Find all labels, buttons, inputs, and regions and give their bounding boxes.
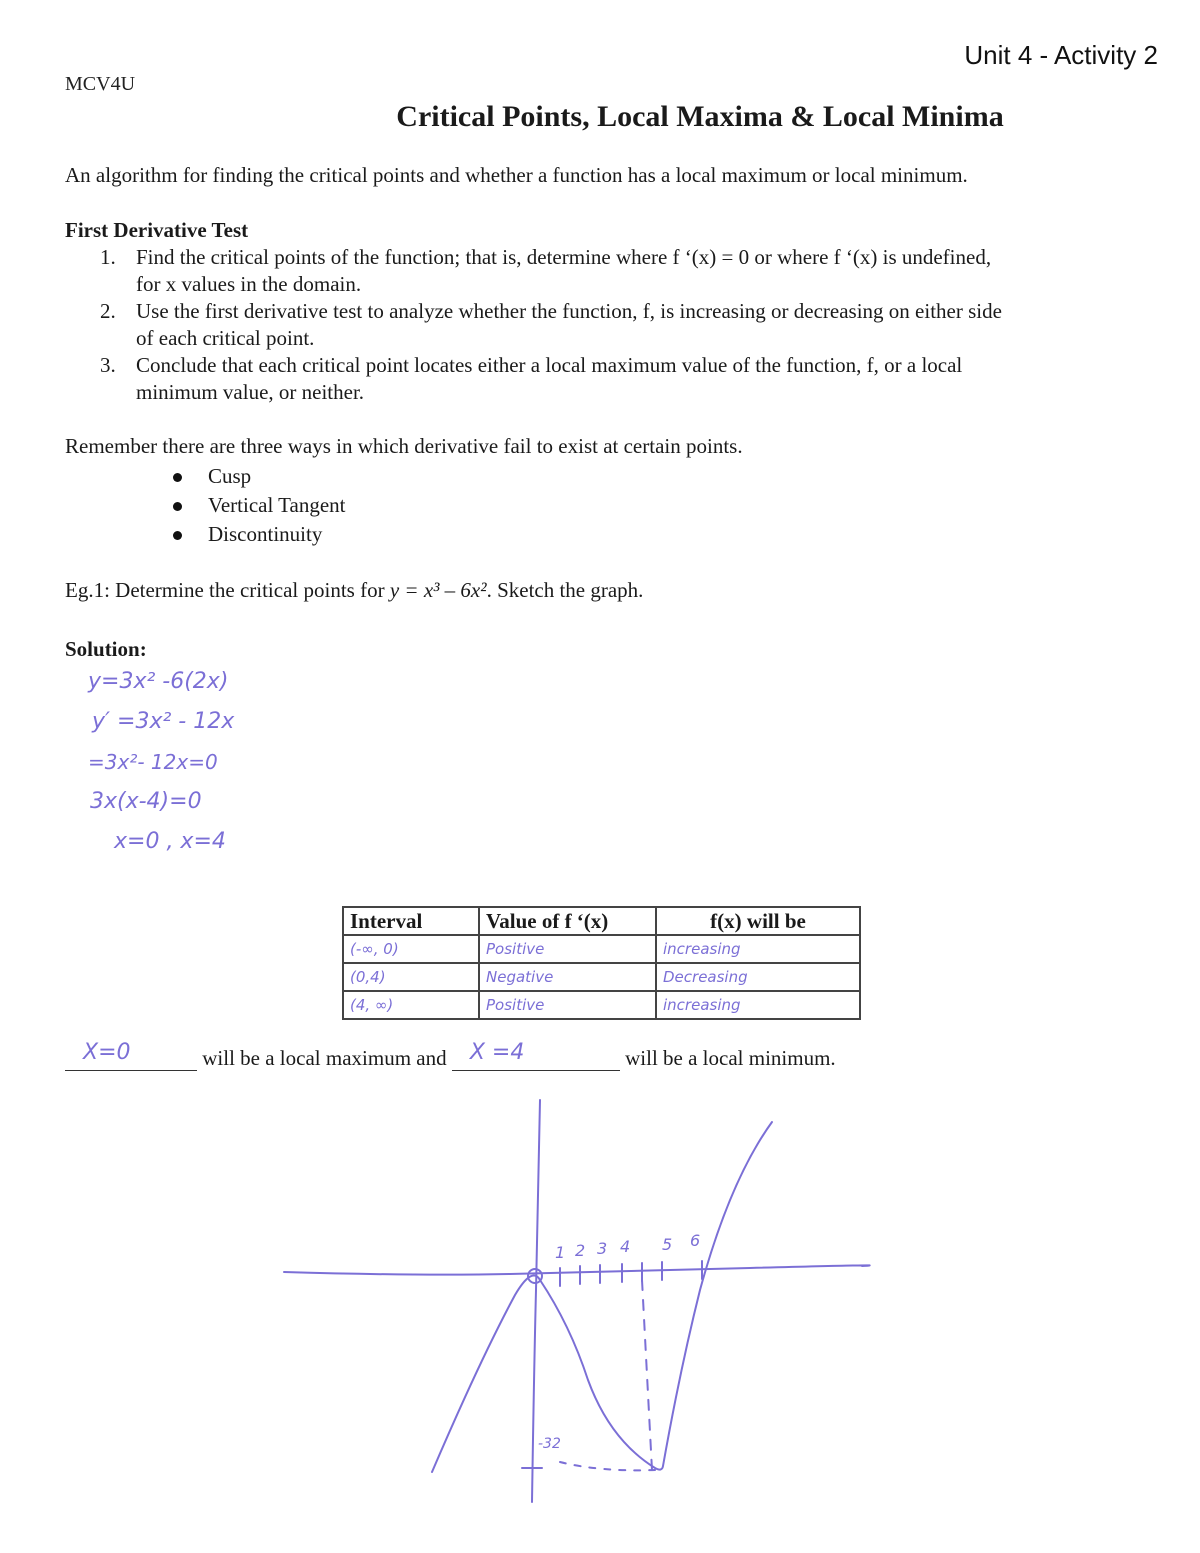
work-line: =3x²- 12x=0 <box>88 750 218 774</box>
work-line: x=0 , x=4 <box>114 829 226 854</box>
course-code: MCV4U <box>65 73 136 95</box>
tick-label: 4 <box>620 1237 631 1256</box>
interval-table <box>342 906 861 1020</box>
step-item <box>100 298 1130 352</box>
table-row <box>343 991 860 1019</box>
bullet-icon <box>173 473 182 482</box>
bullet-item <box>170 520 346 549</box>
column-header: Value of f ‘(x) <box>479 907 656 935</box>
remember-text: Remember there are three ways in which derivative fail to exist at certain points. <box>65 434 743 458</box>
cubic-curve <box>432 1122 772 1472</box>
work-line: 3x(x-4)=0 <box>90 789 202 814</box>
bullet-item <box>170 462 346 491</box>
table-cell: (0,4) <box>343 963 479 991</box>
step-line: minimum value, or neither. <box>136 380 365 404</box>
work-line: y′ =3x² - 12x <box>92 709 235 734</box>
step-line: of each critical point. <box>136 326 315 350</box>
conclusion-sentence <box>65 1040 836 1071</box>
max-answer-blank <box>65 1040 197 1071</box>
table-cell: increasing <box>656 991 860 1019</box>
tick-label: 5 <box>662 1235 673 1254</box>
column-header: f(x) will be <box>656 907 860 935</box>
handwritten-work <box>88 662 234 862</box>
table-row <box>343 963 860 991</box>
bullet-label: Vertical Tangent <box>208 493 346 517</box>
min-value-label: -32 <box>538 1436 561 1452</box>
example-equation: y = x³ – 6x² <box>389 578 487 602</box>
bullet-label: Cusp <box>208 464 252 488</box>
sketch-graph <box>270 1090 890 1510</box>
step-number: 1. <box>100 245 116 269</box>
tick-label: 1 <box>555 1243 566 1262</box>
table-cell: (-∞, 0) <box>343 935 479 963</box>
steps-list <box>100 244 1130 406</box>
dashed-line <box>642 1280 652 1470</box>
example-prefix: Eg.1: Determine the critical points for <box>65 578 390 602</box>
column-header: Interval <box>343 907 479 935</box>
max-text: will be a local maximum and <box>197 1046 452 1070</box>
bullet-icon <box>173 502 182 511</box>
max-answer: X=0 <box>83 1040 131 1065</box>
example-suffix: . Sketch the graph. <box>486 578 644 602</box>
step-line: for x values in the domain. <box>136 272 362 296</box>
bullet-list <box>170 462 346 549</box>
example-prompt <box>65 578 643 603</box>
table-cell: Negative <box>479 963 656 991</box>
first-derivative-test-heading: First Derivative Test <box>65 218 249 242</box>
page-title: Critical Points, Local Maxima & Local Minima <box>396 100 1004 133</box>
min-answer-blank <box>452 1040 620 1071</box>
solution-label: Solution: <box>65 637 147 661</box>
min-text: will be a local minimum. <box>619 1046 836 1070</box>
tick-label: 6 <box>690 1231 701 1250</box>
tick-label: 3 <box>597 1239 608 1258</box>
work-line: y=3x² -6(2x) <box>88 669 229 694</box>
step-line: Find the critical points of the function; that is, determine where f ‘(x) = 0 or where f ‘(x) is undefined, <box>136 245 992 269</box>
table-header-row <box>343 907 860 935</box>
bullet-label: Discontinuity <box>208 522 323 546</box>
step-item <box>100 352 1130 406</box>
step-item <box>100 244 1130 298</box>
table-cell: (4, ∞) <box>343 991 479 1019</box>
intro-text: An algorithm for finding the critical points and whether a function has a local maximum or local minimum. <box>65 163 968 187</box>
unit-label: Unit 4 - Activity 2 <box>964 40 1158 70</box>
step-number: 2. <box>100 299 116 323</box>
table-cell: Decreasing <box>656 963 860 991</box>
step-line: Conclude that each critical point locates either a local maximum value of the function, f, or a local <box>136 353 963 377</box>
step-line: Use the first derivative test to analyze whether the function, f, is increasing or decreasing on either side <box>136 299 1002 323</box>
step-number: 3. <box>100 353 116 377</box>
table-cell: increasing <box>656 935 860 963</box>
min-answer: X =4 <box>469 1040 525 1065</box>
tick-label: 2 <box>575 1241 586 1260</box>
min-dash <box>560 1462 655 1470</box>
bullet-item <box>170 491 346 520</box>
table-cell: Positive <box>479 991 656 1019</box>
table-row <box>343 935 860 963</box>
table-cell: Positive <box>479 935 656 963</box>
bullet-icon <box>173 531 182 540</box>
x-axis <box>284 1265 870 1274</box>
